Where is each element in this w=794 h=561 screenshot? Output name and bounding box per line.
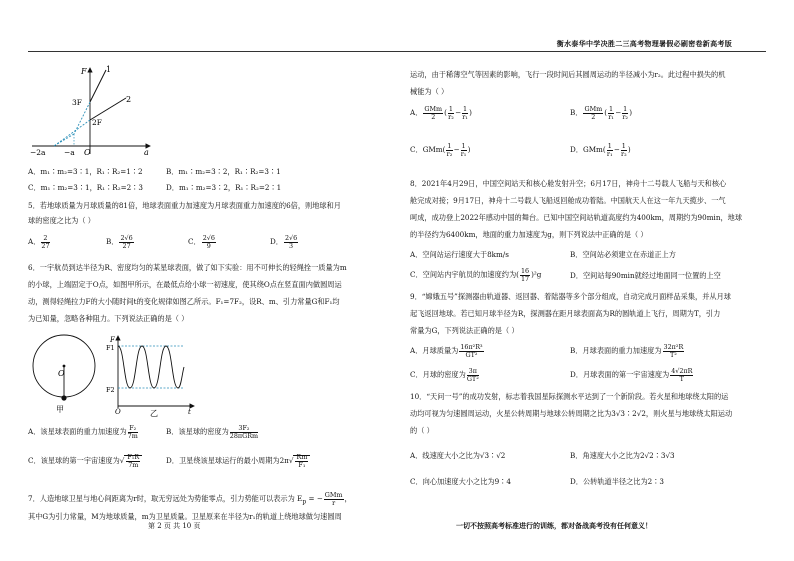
q9-option-d[interactable]: D．月球表面的第一宇宙速度为 $\frac{4√2\pi R}{T}$: [570, 367, 693, 383]
q6-option-a[interactable]: A．该星球表面的重力加速度为 $\frac{\text{F₂}}{7m}$: [28, 424, 138, 440]
q6-option-b[interactable]: B．该星球的密度为 $\frac{\text{3F₂}}{\text{28πGRm}}$: [166, 424, 259, 440]
q6-text-2: 的小球，上端固定于O点，如图甲所示，在最低点给小球一初速度，使其绕O点在竖直面内做圆周运: [28, 280, 342, 289]
page-header: 衡水泰华中学决胜二三高考物理暑假必刷密卷新高考版: [556, 39, 732, 48]
q9-option-b[interactable]: B．月球表面的重力加速度为 $\frac{\text{32π²R}}{\text{T²}}$: [570, 343, 684, 359]
svg-text:F: F: [110, 336, 115, 344]
header-rule: [28, 51, 766, 52]
y-axis-label: F: [81, 67, 87, 76]
q10-text-1: 10．“天问一号”的成功发射，标志着我国星际探测水平达到了一个新阶段。若火星和地球绕太阳的运: [410, 392, 729, 401]
q9-text-3: 常量为G，下列说法正确的是（ ）: [410, 326, 519, 335]
q7-option-d[interactable]: D．GMm( $\frac{1}{\text{r₁}}$ − $\frac{1}{\text{r₂}}$ ): [570, 142, 631, 158]
q7-text-3: 运动，由于稀薄空气等因素的影响，飞行一段时间后其圆周运动的半径减小为r₂。此过程中损失的机: [410, 70, 726, 79]
q6-option-c[interactable]: C．该星球的第一宇宙速度为√ $\frac{\text{F₁R}}{7m}$: [28, 454, 142, 468]
q10-text-2: 动均可视为匀速圆周运动，火星公转周期与地球公转周期之比为3√3∶2√2，则火星与地球绕太阳运动: [410, 409, 733, 418]
q7-text-2: 其中G为引力常量，M为地球质量，m为卫星质量。卫星原来在半径为r₁的轨道上绕地球做匀速圆周: [28, 512, 342, 521]
svg-text:t: t: [188, 408, 191, 416]
q8-option-b[interactable]: B．空间站必须建立在赤道正上方: [570, 250, 676, 259]
q7-option-c[interactable]: C．GMm( $\frac{1}{\text{r₂}}$ − $\frac{1}{\text{r₁}}$ ): [410, 142, 471, 158]
q8-option-a[interactable]: A．空间站运行速度大于8km/s: [410, 250, 509, 259]
q4-option-a[interactable]: A．m₁∶m₂=3∶1，R₁∶R₂=1∶2: [28, 167, 143, 176]
footer-slogan: 一切不按照高考标准进行的训练，都对备战高考没有任何意义！: [456, 521, 652, 530]
q8-option-c[interactable]: C．空间站内宇航员的加速度约为( $\frac{16}{17}$ )²g: [410, 267, 542, 283]
q6-text-1: 6．一宇航员到达半径为R、密度均匀的某星球表面，做了如下实验：用不可伸长的轻绳拴一质量为m: [28, 263, 347, 272]
q9-text-2: 起飞返回地球。若已知月球半径为R，探测器在距月球表面高为R的圆轨道上飞行，周期为T，引力: [410, 309, 721, 318]
q5-text-2: 球的密度之比为（ ）: [28, 216, 95, 225]
q8-option-d[interactable]: D．空间站每90min就经过地面同一位置的上空: [570, 271, 721, 280]
svg-text:O: O: [58, 369, 65, 378]
x-axis-label: a: [144, 148, 149, 157]
tick-neg2a: −2a: [30, 148, 46, 157]
q6-text-4: 为已知量，忽略各种阻力。下列说法正确的是（ ）: [28, 314, 189, 323]
q5-option-b[interactable]: B． $\frac{2√6}{27}$: [106, 234, 133, 250]
force-time-graph: [106, 334, 198, 418]
q8-text-3: 呵成，成功登上2022年感动中国的舞台。已知中国空间站轨道高度约为400km，周期约为90min，地球: [410, 213, 743, 222]
q4-option-d[interactable]: D．m₁∶m₂=3∶2，R₁∶R₂=2∶1: [166, 183, 282, 192]
page-number: 第 2 页 共 10 页: [148, 522, 201, 530]
fig-label-a: 甲: [56, 405, 64, 414]
tick-3f: 3F: [72, 98, 82, 107]
q9-text-1: 9．“嫦娥五号”探测器由轨道器、返回器、着陆器等多个部分组成，自动完成月面样品采集，并从月球: [410, 292, 731, 301]
pendulum-circle-figure: [30, 332, 114, 416]
q9-option-c[interactable]: C．月球的密度为 $\frac{3\pi}{\text{GT²}}$: [410, 367, 479, 383]
q5-option-c[interactable]: C． $\frac{2√6}{9}$: [188, 234, 215, 250]
svg-text:F1: F1: [106, 344, 115, 352]
fig-label-b: 乙: [150, 409, 158, 418]
q7-text-4: 械能为（ ）: [410, 87, 449, 96]
line-2-label: 2: [126, 95, 132, 104]
q4-option-c[interactable]: C．m₁∶m₂=3∶1，R₁∶R₂=2∶3: [28, 183, 143, 192]
q7-text-1: 7．人造地球卫星与地心间距离为r时，取无穷远处为势能零点，引力势能可以表示为 $E_p$ = − $\frac{\text{GMm}}{r}$ ，: [28, 491, 352, 507]
q8-text-1: 8．2021年4月29日，中国空间站天和核心舱发射升空；6月17日，神舟十二号载人飞船与天和核心: [410, 179, 727, 188]
origin-label: O: [84, 148, 91, 157]
q5-option-a[interactable]: A． $\frac{2}{27}$: [28, 234, 50, 250]
tick-nega: −a: [64, 148, 75, 157]
q10-option-d[interactable]: D．公转轨道半径之比为2∶3: [570, 477, 664, 486]
force-acceleration-graph: [28, 62, 158, 160]
q4-option-b[interactable]: B．m₁∶m₂=3∶2，R₁∶R₂=3∶1: [166, 167, 281, 176]
svg-text:F2: F2: [106, 386, 115, 394]
q7-option-a[interactable]: A． $\frac{\text{GMm}}{2}$ ( $\frac{1}{\text{r₂}}$ − $\frac{1}{\text{r₁}}$ ): [410, 105, 472, 121]
q5-option-d[interactable]: D． $\frac{2√6}{3}$: [270, 234, 298, 250]
q10-text-3: 的（ ）: [410, 426, 434, 435]
q5-text-1: 5．若地球质量为月球质量的81倍，地球表面重力加速度为月球表面重力加速度的6倍，则地球和月: [28, 201, 341, 210]
q10-option-b[interactable]: B．角速度大小之比为2√2∶3√3: [570, 451, 675, 460]
q6-option-d[interactable]: D．卫星绕该星球运行的最小周期为2π√ $\frac{Rm}{\text{F₁}}$: [166, 454, 310, 468]
q6-text-3: 动，测得轻绳拉力F的大小随时间t的变化规律如图乙所示。F₁=7F₂，设R、m、引力常量G和F₁均: [28, 297, 340, 306]
q9-option-a[interactable]: A．月球质量为 $\frac{\text{16π²R³}}{\text{GT²}}$: [410, 343, 483, 359]
line-1-label: 1: [106, 65, 112, 74]
q10-option-a[interactable]: A．线速度大小之比为√3∶√2: [410, 451, 506, 460]
tick-2f: 2F: [92, 118, 102, 127]
q8-text-2: 舱完成对接；9月17日，神舟十二号载人飞船返回舱成功着陆。中国航天人在这一年九天揽步、一气: [410, 196, 726, 205]
q7-option-b[interactable]: B． $\frac{\text{GMm}}{2}$ ( $\frac{1}{\text{r₁}}$ − $\frac{1}{\text{r₂}}$ ): [570, 105, 633, 121]
svg-text:O: O: [115, 408, 121, 416]
q8-text-4: 的半径约为6400km，地面的重力加速度为g，则下列说法中正确的是（ ）: [410, 230, 648, 239]
q10-option-c[interactable]: C．向心加速度大小之比为9∶4: [410, 477, 511, 486]
